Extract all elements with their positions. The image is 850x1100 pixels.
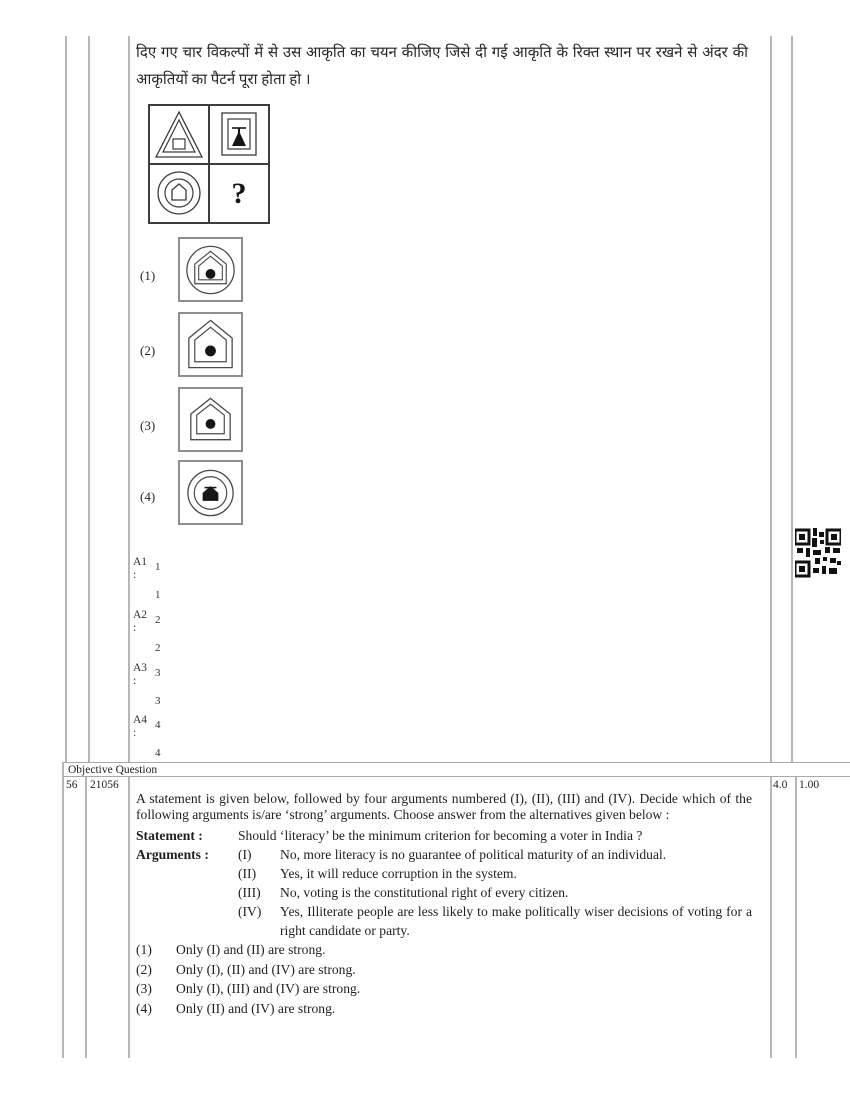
option-1-label: (1): [140, 268, 156, 283]
arguments-block: [136, 845, 752, 940]
answer-3-key: A3: [133, 662, 148, 674]
answer-1-value-2: 1: [155, 589, 161, 601]
option-3-figure: [178, 387, 243, 452]
question-body: [136, 791, 752, 1018]
option-1-figure: [178, 237, 243, 302]
matrix-cell-3: [149, 164, 209, 223]
argument-2-text: Yes, it will reduce corruption in the system.: [280, 866, 517, 881]
choice-1-text: Only (I) and (II) are strong.: [176, 942, 326, 957]
argument-2-num: (II): [238, 866, 257, 881]
argument-3-num: (III): [238, 885, 261, 900]
answer-3-colon: :: [133, 675, 137, 687]
option-4-label: (4): [140, 489, 156, 504]
question-negative-marks: 1.00: [799, 779, 820, 791]
matrix-cell-1: [149, 105, 209, 164]
answer-2-value-2: 2: [155, 642, 161, 654]
answer-4-key: A4: [133, 714, 148, 726]
statement-row: [136, 826, 752, 845]
option-4-figure: [178, 460, 243, 525]
answer-2-label: [133, 609, 147, 635]
answer-4-value: 4: [155, 719, 161, 731]
table-border: [85, 777, 87, 1058]
argument-1-text: No, more literacy is no guarantee of political maturity of an individual.: [280, 847, 667, 862]
question-id: 21056: [90, 779, 119, 791]
double-house-with-dot-icon: [180, 389, 241, 451]
section-header-objective-question: Objective Question: [62, 762, 850, 777]
question-marks: 4.0: [773, 779, 788, 791]
argument-item: [238, 883, 752, 902]
choice-4-text: Only (II) and (IV) are strong.: [176, 1000, 336, 1016]
answer-1-colon: :: [133, 569, 137, 581]
large-double-house-with-dot-icon: [180, 314, 241, 376]
arguments-list: [238, 845, 752, 940]
double-triangle-with-square-icon: [150, 106, 208, 163]
argument-4-num: (IV): [238, 904, 262, 919]
argument-1-num: (I): [238, 847, 252, 862]
answer-4-label: [133, 714, 147, 740]
matrix-cell-2: [209, 105, 269, 164]
answer-3-label: [133, 662, 147, 688]
answer-2-colon: :: [133, 622, 137, 634]
answer-4-colon: :: [133, 727, 137, 739]
choice-row: [136, 960, 752, 980]
question-instruction-hindi: दिए गए चार विकल्पों में से उस आकृति का चयन कीजिए जिसे दी गई आकृति के रिक्त स्थान पर रखने से अंदर की आकृतियों का पैटर्न पूरा होता हो ।: [136, 45, 748, 88]
choice-2-text: Only (I), (II) and (IV) are strong.: [176, 961, 356, 977]
answer-1-value: 1: [155, 561, 161, 573]
choice-2-num: (2): [136, 961, 152, 977]
arguments-label: Arguments :: [136, 847, 209, 862]
argument-item: [238, 845, 752, 864]
answer-4-value-2: 4: [155, 747, 161, 759]
argument-item: [238, 902, 752, 940]
double-circle-with-house-icon: [150, 165, 208, 222]
table-border: [770, 777, 772, 1058]
choice-4-num: (4): [136, 1000, 152, 1016]
table-border: [62, 777, 64, 1058]
choice-row: [136, 999, 752, 1019]
matrix-cell-question: [209, 164, 269, 223]
statement-label: Statement :: [136, 828, 203, 843]
question-intro: A statement is given below, followed by four arguments numbered (I), (II), (III) and (IV). Decide which of the following arguments is/are ‘strong’ arguments. Choose answer from the alternatives given below :: [136, 791, 752, 822]
table-border: [128, 777, 130, 1058]
choice-row: [136, 979, 752, 999]
answer-3-value-2: 3: [155, 695, 161, 707]
question-mark-glyph: ?: [231, 176, 247, 210]
answer-1-key: A1: [133, 556, 148, 568]
argument-item: [238, 864, 752, 883]
table-border: [795, 777, 797, 1058]
argument-4-text: Yes, Illiterate people are less likely to make politically wiser decisions of voting for a right candidate or party.: [280, 904, 752, 938]
answer-3-value: 3: [155, 667, 161, 679]
answer-2-key: A2: [133, 609, 148, 621]
question-number: 56: [66, 779, 78, 791]
qr-code-icon: [795, 528, 841, 578]
table-border: [791, 36, 793, 762]
argument-3-text: No, voting is the constitutional right of every citizen.: [280, 885, 569, 900]
circle-with-double-house-and-dot-icon: [180, 239, 241, 301]
figure-matrix: [148, 104, 270, 224]
choice-3-num: (3): [136, 981, 152, 996]
answer-2-value: 2: [155, 614, 161, 626]
option-3-label: (3): [140, 418, 156, 433]
choice-1-num: (1): [136, 942, 152, 957]
option-2-figure: [178, 312, 243, 377]
table-border: [65, 36, 67, 762]
table-border: [88, 36, 90, 762]
table-border: [128, 36, 130, 762]
statement-text: Should ‘literacy’ be the minimum criterion for becoming a voter in India ?: [238, 828, 643, 843]
answer-1-label: [133, 556, 147, 582]
choice-3-text: Only (I), (III) and (IV) are strong.: [176, 981, 361, 996]
option-2-label: (2): [140, 343, 156, 358]
double-circle-with-filled-house-icon: [180, 462, 241, 524]
choice-row: [136, 940, 752, 960]
double-square-with-funnel-icon: [210, 106, 268, 163]
table-border: [770, 36, 772, 762]
